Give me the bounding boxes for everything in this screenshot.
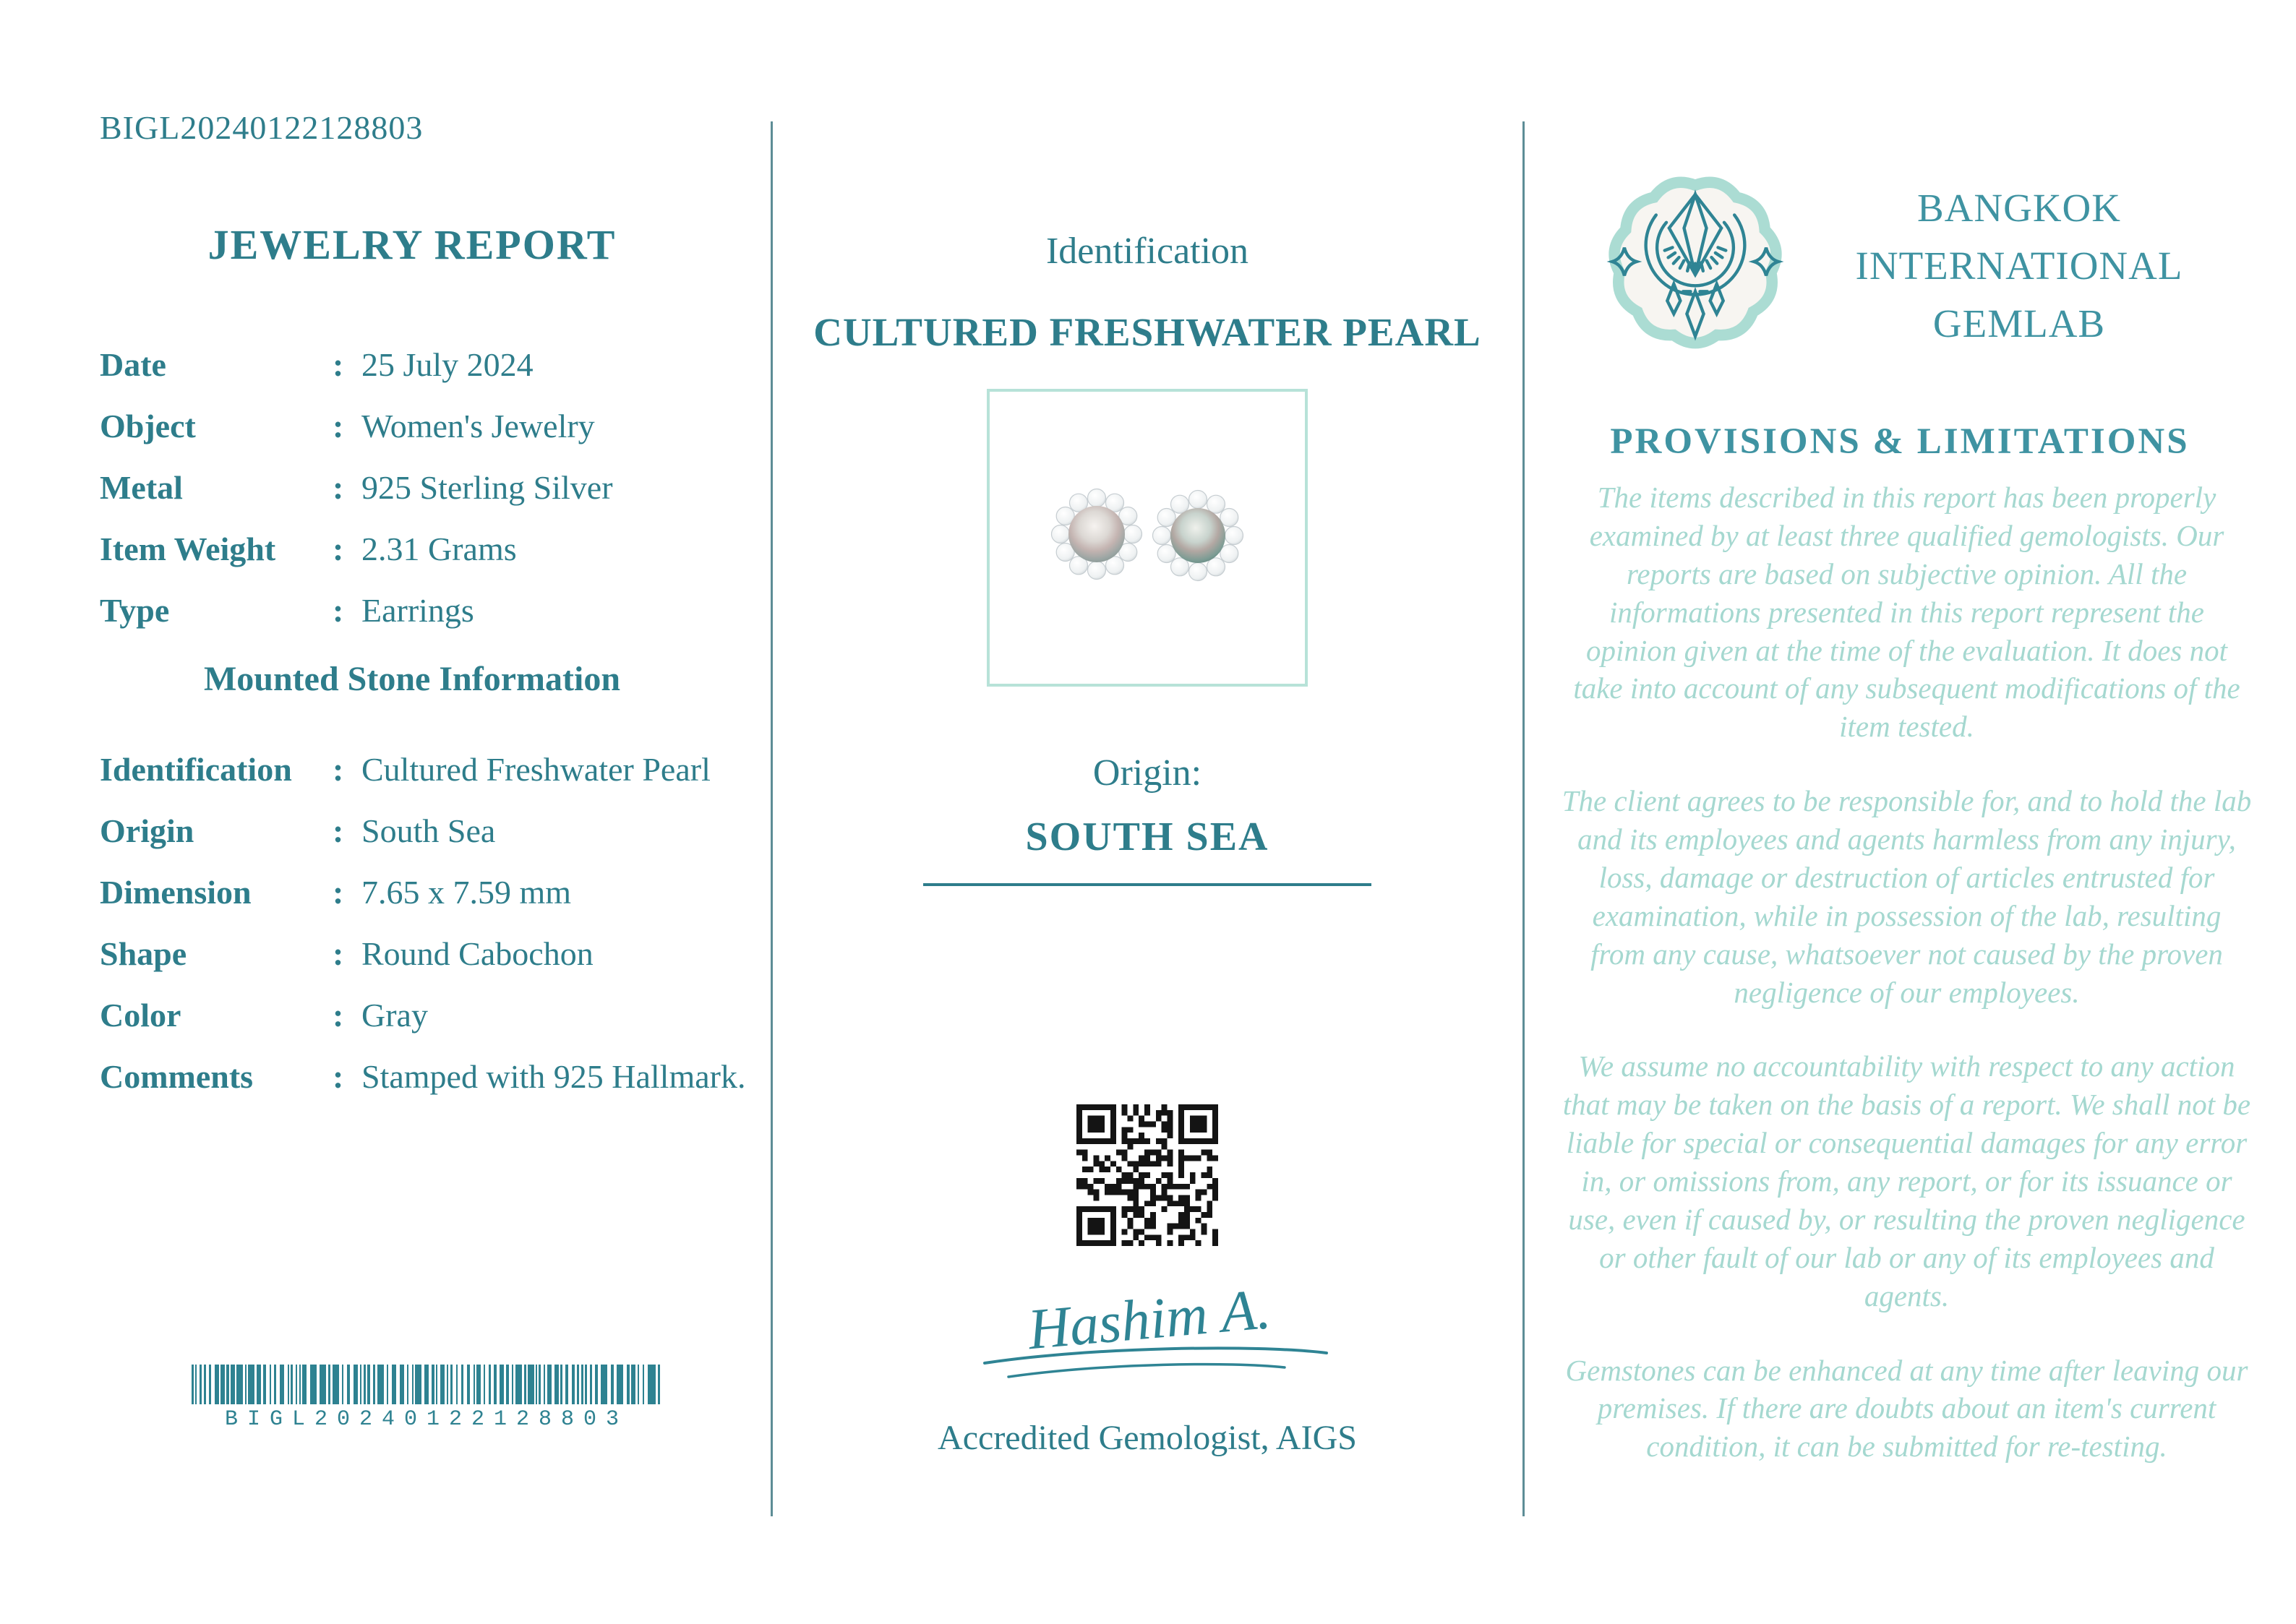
field-value: 25 July 2024 — [361, 346, 534, 383]
field-value: 2.31 Grams — [361, 530, 517, 567]
field-label: Comments — [100, 1058, 254, 1095]
provisions-paragraphs — [1562, 478, 2252, 1502]
barcode-bars — [192, 1365, 661, 1404]
field-row-color — [100, 996, 772, 1034]
report-number: BIGL20240122128803 — [100, 109, 424, 146]
field-value: Earrings — [361, 592, 474, 629]
field-label: Identification — [100, 751, 292, 788]
barcode — [101, 1365, 752, 1432]
field-colon: : — [333, 935, 344, 972]
field-row-dimension — [100, 873, 772, 911]
field-row-shape — [100, 935, 772, 973]
pearl-right — [1170, 508, 1225, 563]
provision-paragraph: Gemstones can be enhanced at any time after leaving our premises. If there are doubts about an item's current condition, it can be submitted for re-testing. — [1565, 1353, 2248, 1464]
field-colon: : — [333, 592, 344, 629]
horizontal-rule — [923, 883, 1371, 886]
field-colon: : — [333, 469, 344, 506]
pearl-earrings-image — [990, 392, 1305, 684]
stone-section-title: Mounted Stone Information — [203, 660, 621, 698]
field-value: Round Cabochon — [361, 935, 594, 972]
field-colon: : — [333, 408, 344, 444]
lab-name — [1797, 179, 2241, 353]
pearl-left — [1068, 506, 1125, 562]
barcode-text: BIGL20240122128803 — [224, 1407, 629, 1432]
identification-result: CULTURED FRESHWATER PEARL — [813, 310, 1481, 354]
field-value: Women's Jewelry — [361, 408, 595, 444]
field-label: Dimension — [100, 874, 252, 911]
field-label: Type — [100, 592, 170, 629]
field-row-item-weight — [100, 530, 772, 568]
field-colon: : — [333, 874, 344, 911]
field-row-date — [100, 345, 772, 384]
field-label: Date — [100, 346, 166, 383]
signature-flourish-2 — [1008, 1365, 1285, 1377]
provision-paragraph: The client agrees to be responsible for, and to hold the lab and its employees and agents harmless from any injury, loss, damage or destruction of articles entrusted for examination, while in possession of the lab, resulting from any cause, whatsoever not caused by the proven negligence of our employees. — [1562, 784, 2252, 1009]
field-row-origin — [100, 812, 772, 850]
field-colon: : — [333, 812, 344, 849]
field-value: 7.65 x 7.59 mm — [361, 874, 572, 911]
origin-label: Origin: — [1092, 752, 1202, 794]
field-label: Color — [100, 997, 181, 1034]
item-fields — [100, 345, 772, 653]
field-label: Item Weight — [100, 530, 276, 567]
provisions-title: PROVISIONS & LIMITATIONS — [1610, 421, 2190, 462]
identification-heading: Identification — [1045, 231, 1249, 272]
field-label: Shape — [100, 935, 187, 972]
field-label: Origin — [100, 812, 194, 849]
lab-name-line: GEMLAB — [1932, 301, 2106, 345]
origin-value: SOUTH SEA — [1025, 815, 1269, 859]
provision-paragraph: We assume no accountability with respect to any action that may be taken on the basis of a report. We shall not be liable for special or consequential damages for any error in, or omissions from, any report, or for its issuance or use, even if caused by, or resulting the proven negligence or other fault of our lab or any of its employees and agents. — [1562, 1049, 2251, 1312]
field-value: Cultured Freshwater Pearl — [361, 751, 711, 788]
field-row-identification — [100, 750, 772, 789]
field-row-comments — [100, 1057, 772, 1096]
field-value: South Sea — [361, 812, 496, 849]
field-label: Object — [100, 408, 196, 444]
qr-code — [1076, 1104, 1218, 1246]
jewelry-photo-frame — [987, 389, 1308, 687]
field-value: Stamped with 925 Hallmark. — [361, 1058, 746, 1095]
field-colon: : — [333, 997, 344, 1034]
report-title: JEWELRY REPORT — [207, 221, 617, 268]
gemlab-logo-icon — [1602, 163, 1789, 360]
field-colon: : — [333, 751, 344, 788]
column-divider-right — [1522, 121, 1525, 1516]
field-colon: : — [333, 1058, 344, 1095]
field-row-type — [100, 591, 772, 630]
lab-name-line: INTERNATIONAL — [1855, 244, 2183, 288]
signature-name: Hashim A. — [1025, 1277, 1274, 1362]
field-value: Gray — [361, 997, 428, 1034]
field-label: Metal — [100, 469, 183, 506]
field-value: 925 Sterling Silver — [361, 469, 613, 506]
signature — [945, 1272, 1350, 1402]
field-colon: : — [333, 346, 344, 383]
field-colon: : — [333, 530, 344, 567]
stone-fields — [100, 750, 772, 1119]
signatory-title: Accredited Gemologist, AIGS — [938, 1419, 1357, 1457]
field-row-metal — [100, 468, 772, 507]
field-row-object — [100, 407, 772, 445]
lab-name-line: BANGKOK — [1917, 186, 2121, 230]
provision-paragraph: The items described in this report has been properly examined by at least three qualified gemologists. Our reports are based on subjective opinion. All the informations presented in this report represent the opinion given at the time of the evaluation. It does not take into account of any subsequent modifications of the item tested. — [1573, 481, 2240, 744]
